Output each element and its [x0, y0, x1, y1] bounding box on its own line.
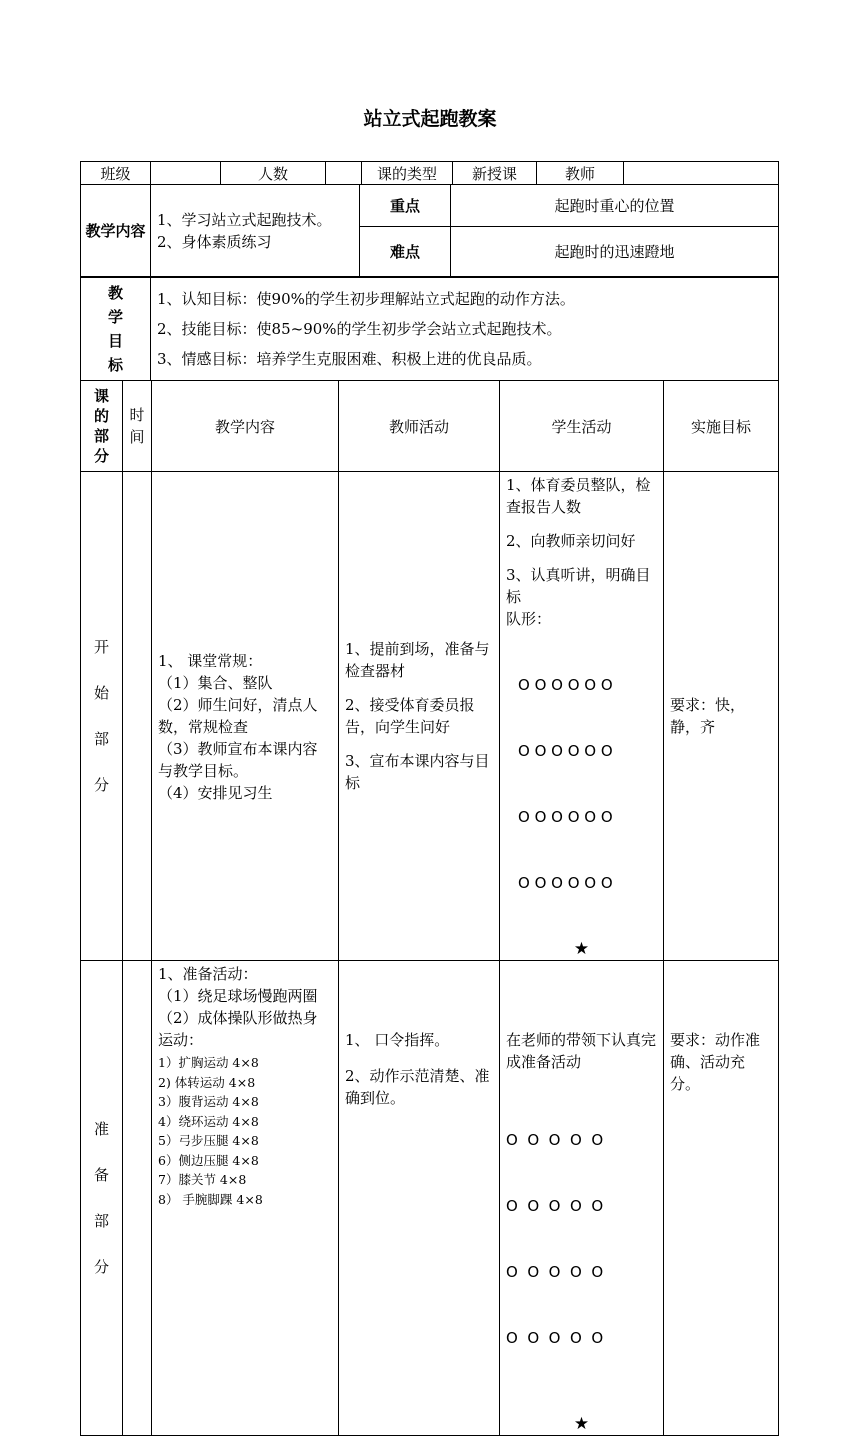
section-target: 要求：快，静，齐 [664, 472, 779, 961]
header-table [80, 161, 779, 185]
class-value [151, 162, 221, 185]
section-content: 1、 课堂常规： （1）集合、整队 （2）师生问好，清点人数，常规检查 （3）教师宣布本课内容与教学目标。 （4）安排见习生 [152, 472, 339, 961]
count-label: 人数 [221, 162, 326, 185]
exercise-list: 1）扩胸运动 4×8 2) 体转运动 4×8 3）腹背运动 4×8 4）绕环运动 4×8 5）弓步压腿 4×8 6）侧边压腿 4×8 7）膝关节 4×8 8） 手腕脚踝 4×8 [158, 1055, 263, 1207]
content-item: 1、学习站立式起跑技术。 [157, 210, 332, 229]
teacher-star-icon: ★ [573, 1414, 590, 1434]
section-row-start [81, 472, 779, 961]
page-title: 站立式起跑教案 [363, 108, 497, 130]
section-name: 准备部分 [81, 961, 123, 1436]
col-part: 课的部分 [81, 381, 123, 472]
col-time: 时间 [123, 381, 152, 472]
section-student: 在老师的带领下认真完成准备活动 O O O O O O O O O O O O O O O O O O O O ★ [500, 961, 664, 1436]
section-time [123, 472, 152, 961]
type-label: 课的类型 [362, 162, 453, 185]
type-value: 新授课 [453, 162, 537, 185]
hard-value: 起跑时的迅速蹬地 [451, 227, 779, 277]
goals-items [151, 278, 779, 381]
goals-table [80, 277, 779, 381]
content-table [80, 184, 779, 277]
goals-label: 教学目标 [81, 278, 151, 381]
formation: O O O O O O O O O O O O O O O O O O O O [506, 1131, 604, 1347]
lesson-table [80, 380, 779, 1436]
section-time [123, 961, 152, 1436]
class-label: 班级 [81, 162, 151, 185]
key-value: 起跑时重心的位置 [451, 185, 779, 227]
goal-item: 1、认知目标：使90%的学生初步理解站立式起跑的动作方法。 [157, 290, 575, 308]
teacher-value [624, 162, 779, 185]
count-value [326, 162, 362, 185]
formation: O O O O O O O O O O O O O O O O O O O O O O O O [518, 676, 613, 892]
section-row-prep [81, 961, 779, 1436]
content-item: 2、身体素质练习 [157, 232, 272, 251]
section-teacher: 1、 口令指挥。 2、动作示范清楚、准确到位。 [339, 961, 500, 1436]
hard-label: 难点 [360, 227, 451, 277]
teacher-star-icon: ★ [573, 939, 590, 959]
col-student: 学生活动 [500, 381, 664, 472]
section-teacher: 1、提前到场，准备与检查器材 2、接受体育委员报告，向学生问好 3、宣布本课内容与目标 [339, 472, 500, 961]
section-target: 要求：动作准确、活动充分。 [664, 961, 779, 1436]
teacher-label: 教师 [537, 162, 624, 185]
key-label: 重点 [360, 185, 451, 227]
section-content: 1、准备活动： （1）绕足球场慢跑两圈 （2）成体操队形做热身运动： 1）扩胸运动 4×8 2) 体转运动 4×8 3）腹背运动 4×8 4）绕环运动 4×8 5）弓步压腿 4×8 6）侧边压腿 4×8 7）膝关节 4×8 8） 手腕脚踝 4×8 [152, 961, 339, 1436]
col-target: 实施目标 [664, 381, 779, 472]
section-student: 1、体育委员整队，检查报告人数 2、向教师亲切问好 3、认真听讲，明确目标 队形： O O O O O O O O O O O O O O O O O O O O O O O O ★ [500, 472, 664, 961]
section-name: 开始部分 [81, 472, 123, 961]
col-content: 教学内容 [152, 381, 339, 472]
goal-item: 3、情感目标：培养学生克服困难、积极上进的优良品质。 [157, 350, 542, 368]
content-items [151, 185, 360, 277]
col-teacher: 教师活动 [339, 381, 500, 472]
content-label: 教学内容 [81, 185, 151, 277]
goal-item: 2、技能目标：使85~90%的学生初步学会站立式起跑技术。 [157, 320, 562, 338]
